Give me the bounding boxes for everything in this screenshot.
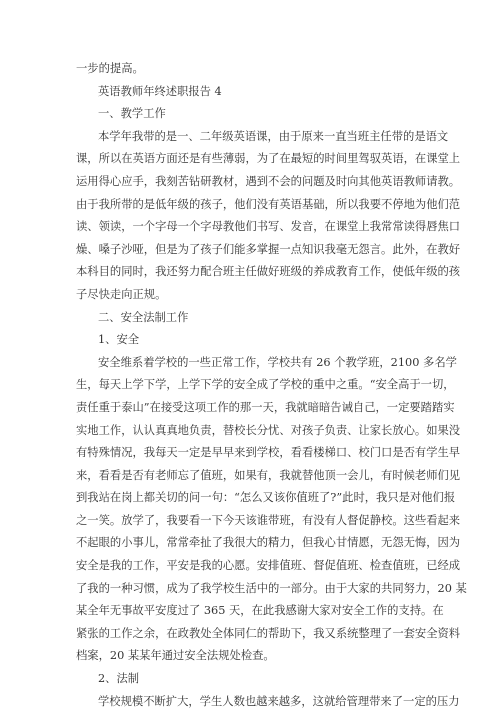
text-line: 安全维系着学校的一些正常工作，学校共有 26 个教学班，2100 多名学 bbox=[98, 355, 457, 369]
text-line: 2、法制 bbox=[98, 672, 140, 686]
text-line: 课，所以在英语方面还是有些薄弱，为了在最短的时间里驾驭英语，在课堂上 bbox=[76, 152, 461, 166]
text-line: 档案，20 某某年通过安全法规处检查。 bbox=[76, 649, 275, 663]
text-line: 到我站在岗上都关切的问一句：“怎么又该你值班了?”此时，我只是对他们报 bbox=[76, 491, 456, 505]
text-line: 二、安全法制工作 bbox=[98, 310, 189, 324]
text-line: 子尽快走向正规。 bbox=[76, 287, 167, 301]
text-line: 实地工作，认认真真地负责，替校长分忧、对孩子负责、让家长放心。如果没 bbox=[76, 423, 461, 437]
text-line: 运用得心应手，我刻苦钻研教材，遇到不会的问题及时向其他英语教师请教。 bbox=[76, 174, 461, 188]
text-line: 一步的提高。 bbox=[76, 62, 144, 75]
text-line: 英语教师年终述职报告 4 bbox=[98, 84, 222, 98]
text-line: 燥、嗓子沙哑，但是为了孩子们能多掌握一点知识我毫无怨言。此外，在教好 bbox=[76, 242, 461, 256]
text-line: 某全年无事故平安度过了 365 天，在此我感谢大家对安全工作的支持。在 bbox=[76, 604, 444, 618]
text-line: 本学年我带的是一、二年级英语课，由于原来一直当班主任带的是语文 bbox=[98, 129, 449, 143]
text-line: 一、教学工作 bbox=[98, 107, 166, 121]
text-line: 责任重于泰山”在接受这项工作的那一天，我就暗暗告诫自己，一定要踏踏实 bbox=[76, 400, 455, 414]
document-page bbox=[76, 58, 467, 713]
text-line: 由于我所带的是低年级的孩子，他们没有英语基础，所以我要不停地为他们范 bbox=[76, 197, 461, 211]
text-line: 1、安全 bbox=[98, 333, 140, 347]
text-line: 来，看看是否有老师忘了值班，如果有，我就替他顶一会儿，有时候老师们见 bbox=[76, 468, 461, 482]
text-line: 生，每天上学下学，上学下学的安全成了学校的重中之重。“安全高于一切， bbox=[76, 378, 455, 392]
text-line: 了我的一种习惯，成为了我学校生活中的一部分。由于大家的共同努力，20 某 bbox=[76, 581, 467, 595]
text-line: 不起眼的小事儿，常常牵扯了我很大的精力，但我心甘情愿，无怨无悔，因为 bbox=[76, 536, 461, 550]
text-line: 之一笑。放学了，我要看一下今天该谁带班，有没有人督促静校。这些看起来 bbox=[76, 513, 461, 527]
text-line: 学校规模不断扩大，学生人数也越来越多，这就给管理带来了一定的压力 bbox=[98, 694, 460, 708]
text-line: 安全是我的工作，平安是我的心愿。安排值班、督促值班、检查值班，已经成 bbox=[76, 559, 461, 573]
text-line: 紧张的工作之余，在政教处全体同仁的帮助下，我又系统整理了一套安全资料 bbox=[76, 626, 461, 640]
text-line: 本科目的同时，我还努力配合班主任做好班级的养成教育工作，使低年级的孩 bbox=[76, 265, 461, 279]
text-line: 有特殊情况，我每天一定是早早来到学校，看看楼梯口、校门口是否有学生早 bbox=[76, 446, 461, 460]
text-line: 读、领读，一个字母一个字母教他们书写、发音，在课堂上我常常读得唇焦口 bbox=[76, 220, 461, 234]
